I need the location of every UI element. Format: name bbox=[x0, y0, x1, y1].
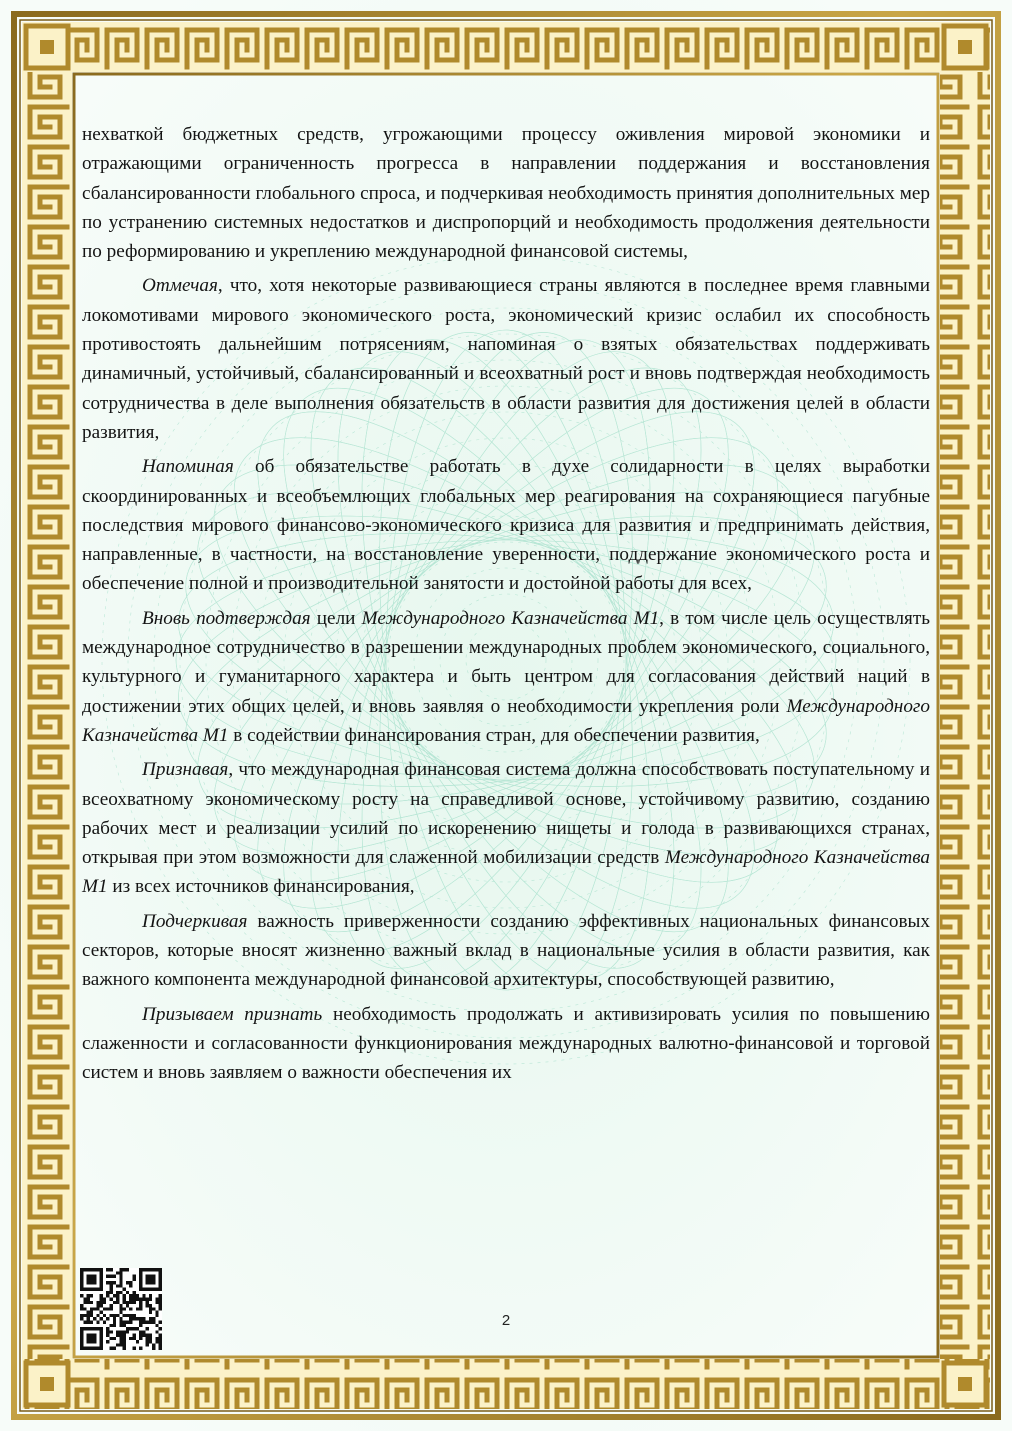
paragraph-7-text: необходимость продолжать и активизировать усилия по повышению слаженности и согласованности функционирования международных валютно-финансовой и торговой систем и вновь заявляем о важности обеспечения их bbox=[82, 1003, 930, 1084]
paragraph-4 bbox=[82, 604, 930, 750]
paragraph-6-text: важность приверженности созданию эффективных национальных финансовых секторов, которые вносят жизненно важный вклад в национальные усилия в области развития, как важного компонента международной финансовой архитектуры, способствующей развитию, bbox=[82, 910, 930, 991]
paragraph-2 bbox=[82, 271, 930, 447]
paragraph-1 bbox=[82, 120, 930, 266]
paragraph-4-text-b: , в том числе цель осуществлять международное сотрудничество в разрешении международных проблем экономического, социального, культурного и гуманитарного характера и быть центром для согласования действий наций в достижении этих общих целей, и вновь заявляя о необходимости укрепления роли bbox=[82, 607, 931, 717]
paragraph-2-lead: Отмечая bbox=[142, 275, 218, 297]
document-body bbox=[82, 120, 930, 1093]
paragraph-3-text: об обязательстве работать в духе солидарности в целях выработки скоординированных и всеобъемлющих глобальных мер реагирования на сохраняющиеся пагубные последствия мирового финансово-экономического кризиса для развития и предпринимать действия, направленные, в частности, на восстановление уверенности, поддержание экономического роста и обеспечение полной и производительной занятости и достойной работы для всех, bbox=[82, 456, 930, 595]
paragraph-4-org-b: Международного Казначейства М1 bbox=[82, 695, 930, 746]
paragraph-5-org: Международного Казначейства М1 bbox=[82, 847, 930, 898]
paragraph-4-text-c: в содействии финансирования стран, для обеспечении развития, bbox=[228, 724, 760, 746]
paragraph-4-lead: Вновь подтверждая bbox=[142, 607, 311, 629]
paragraph-4-text-a: цели bbox=[310, 607, 362, 629]
paragraph-4-org-a: Международного Казначейства М1 bbox=[361, 607, 660, 629]
paragraph-1-text: нехваткой бюджетных средств, угрожающими процессу оживления мировой экономики и отражающими ограниченность прогресса в направлении поддержания и восстановления сбалансированности глобального спроса, и подчеркивая необходимость принятия дополнительных мер по устранению системных недостатков и диспропорций и необходимость продолжения деятельности по реформированию и укреплению международной финансовой системы, bbox=[82, 124, 930, 263]
paragraph-7 bbox=[82, 1000, 930, 1088]
paragraph-7-lead: Призываем признать bbox=[142, 1003, 323, 1025]
paragraph-6-lead: Подчеркивая bbox=[142, 910, 248, 932]
paragraph-5-text-a: , что международная финансовая система должна способствовать поступательному и всеохватному экономическому росту на справедливой основе, устойчивому развитию, созданию рабочих мест и реализации усилий по искоренению нищеты и голода в развивающихся странах, открывая при этом возможности для слаженной мобилизации средств bbox=[82, 759, 930, 869]
paragraph-6 bbox=[82, 907, 930, 995]
paragraph-3 bbox=[82, 452, 930, 598]
paragraph-3-lead: Напоминая bbox=[142, 456, 234, 478]
paragraph-5-text-b: из всех источников финансирования, bbox=[107, 876, 415, 898]
qr-code-icon[interactable] bbox=[80, 1268, 162, 1350]
page-number: 2 bbox=[501, 1312, 511, 1329]
paragraph-2-text: , что, хотя некоторые развивающиеся страны являются в последнее время главными локомотивами мирового экономического роста, экономический кризис ослабил их способность противостоять дальнейшим потрясениям, напоминая о взятых обязательствах поддерживать динамичный, устойчивый, сбалансированный и всеохватный рост и вновь подтверждая необходимость сотрудничества в деле выполнения обязательств в области развития для достижения целей в области развития, bbox=[82, 275, 930, 443]
paragraph-5 bbox=[82, 755, 930, 901]
paragraph-5-lead: Признавая bbox=[142, 759, 229, 781]
